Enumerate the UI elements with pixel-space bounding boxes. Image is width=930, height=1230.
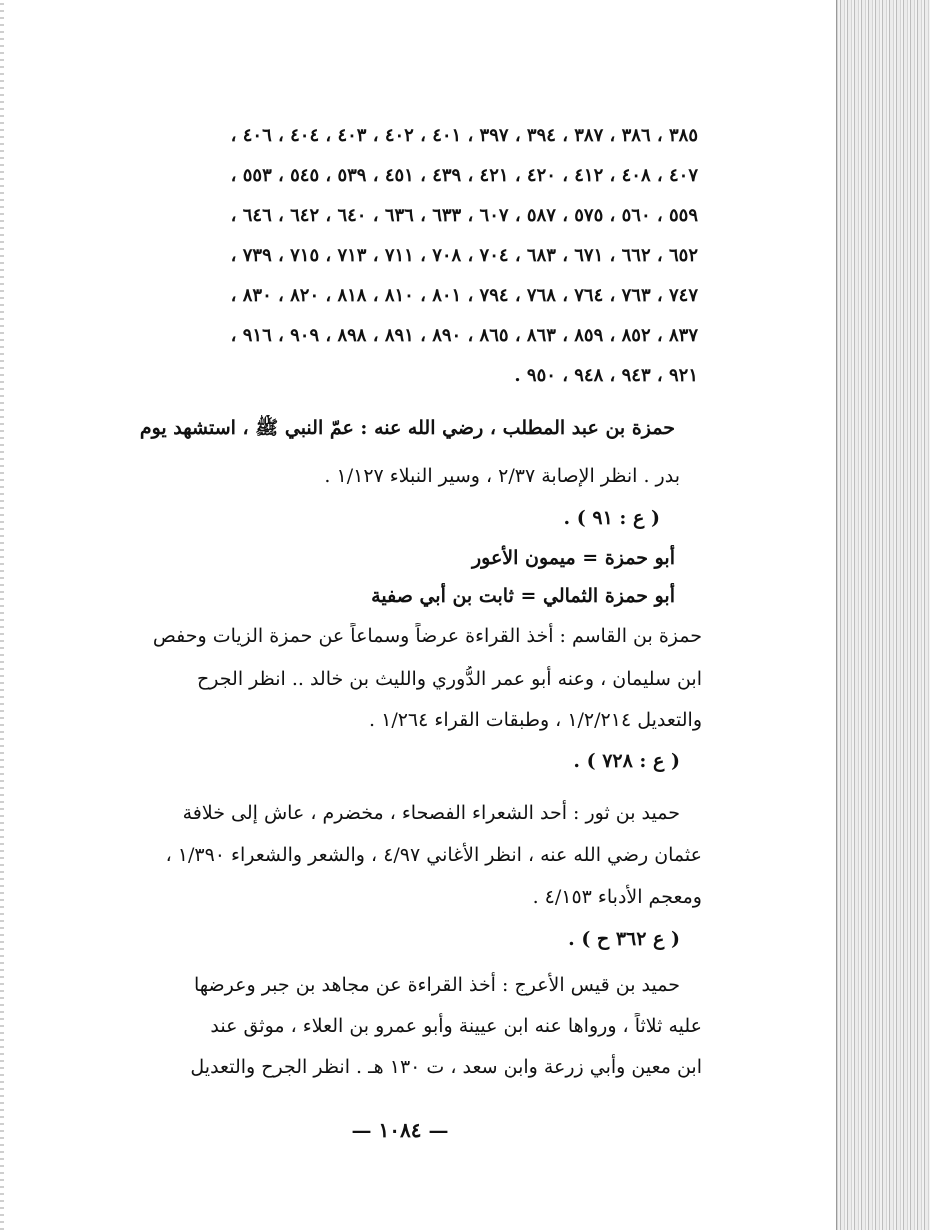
number-line-7: ٩٢١ ، ٩٤٣ ، ٩٤٨ ، ٩٥٠ . <box>514 365 698 386</box>
page-left-edge <box>0 0 4 1230</box>
entry-reference: ( ع ٣٦٢ ح ) . <box>568 928 680 950</box>
entry-line: حميد بن ثور : أحد الشعراء الفصحاء ، مخضرم ، عاش إلى خلافة <box>182 802 680 824</box>
entry-line: ابن معين وأبي زرعة وابن سعد ، ت ١٣٠ هـ . انظر الجرح والتعديل <box>190 1056 702 1078</box>
entry-reference: ( ع : ٩١ ) . <box>563 507 660 529</box>
entry-line: حميد بن قيس الأعرج : أخذ القراءة عن مجاهد بن جبر وعرضها <box>193 974 680 996</box>
entry-line: والتعديل ١/٢/٢١٤ ، وطبقات القراء ١/٢٦٤ . <box>369 709 702 731</box>
entry-line: بدر . انظر الإصابة ٢/٣٧ ، وسير النبلاء ١/١٢٧ . <box>324 465 680 487</box>
entry-line: عثمان رضي الله عنه ، انظر الأغاني ٤/٩٧ ، والشعر والشعراء ١/٣٩٠ ، <box>165 844 702 866</box>
entry-reference: ( ع : ٧٢٨ ) . <box>573 750 680 772</box>
entry-line: ابن سليمان ، وعنه أبو عمر الدُّوري والليث بن خالد .. انظر الجرح <box>197 668 702 690</box>
cross-reference-abu-hamza: أبو حمزة = ميمون الأعور <box>471 547 675 569</box>
number-line-3: ٥٥٩ ، ٥٦٠ ، ٥٧٥ ، ٥٨٧ ، ٦٠٧ ، ٦٣٣ ، ٦٣٦ ، ٦٤٠ ، ٦٤٢ ، ٦٤٦ ، <box>230 205 698 226</box>
cross-reference-abu-hamza-thumali: أبو حمزة الثمالي = ثابت بن أبي صفية <box>371 585 675 607</box>
entry-line: عليه ثلاثاً ، ورواها عنه ابن عيينة وأبو عمرو بن العلاء ، موثق عند <box>210 1015 702 1037</box>
page-number: — ١٠٨٤ — <box>351 1118 449 1142</box>
book-binding-edge <box>836 0 930 1230</box>
entry-line: ومعجم الأدباء ٤/١٥٣ . <box>532 886 702 908</box>
number-line-1: ٣٨٥ ، ٣٨٦ ، ٣٨٧ ، ٣٩٤ ، ٣٩٧ ، ٤٠١ ، ٤٠٢ ، ٤٠٣ ، ٤٠٤ ، ٤٠٦ ، <box>230 125 698 146</box>
number-line-5: ٧٤٧ ، ٧٦٣ ، ٧٦٤ ، ٧٦٨ ، ٧٩٤ ، ٨٠١ ، ٨١٠ ، ٨١٨ ، ٨٢٠ ، ٨٣٠ ، <box>230 285 698 306</box>
entry-line: حمزة بن القاسم : أخذ القراءة عرضاً وسماعاً عن حمزة الزيات وحفص <box>152 625 702 647</box>
number-line-4: ٦٥٢ ، ٦٦٢ ، ٦٧١ ، ٦٨٣ ، ٧٠٤ ، ٧٠٨ ، ٧١١ ، ٧١٣ ، ٧١٥ ، ٧٣٩ ، <box>230 245 698 266</box>
number-line-6: ٨٣٧ ، ٨٥٢ ، ٨٥٩ ، ٨٦٣ ، ٨٦٥ ، ٨٩٠ ، ٨٩١ ، ٨٩٨ ، ٩٠٩ ، ٩١٦ ، <box>230 325 698 346</box>
number-line-2: ٤٠٧ ، ٤٠٨ ، ٤١٢ ، ٤٢٠ ، ٤٢١ ، ٤٣٩ ، ٤٥١ ، ٥٣٩ ، ٥٤٥ ، ٥٥٣ ، <box>230 165 698 186</box>
entry-line: حمزة بن عبد المطلب ، رضي الله عنه : عمّ النبي ﷺ ، استشهد يوم <box>139 417 675 439</box>
